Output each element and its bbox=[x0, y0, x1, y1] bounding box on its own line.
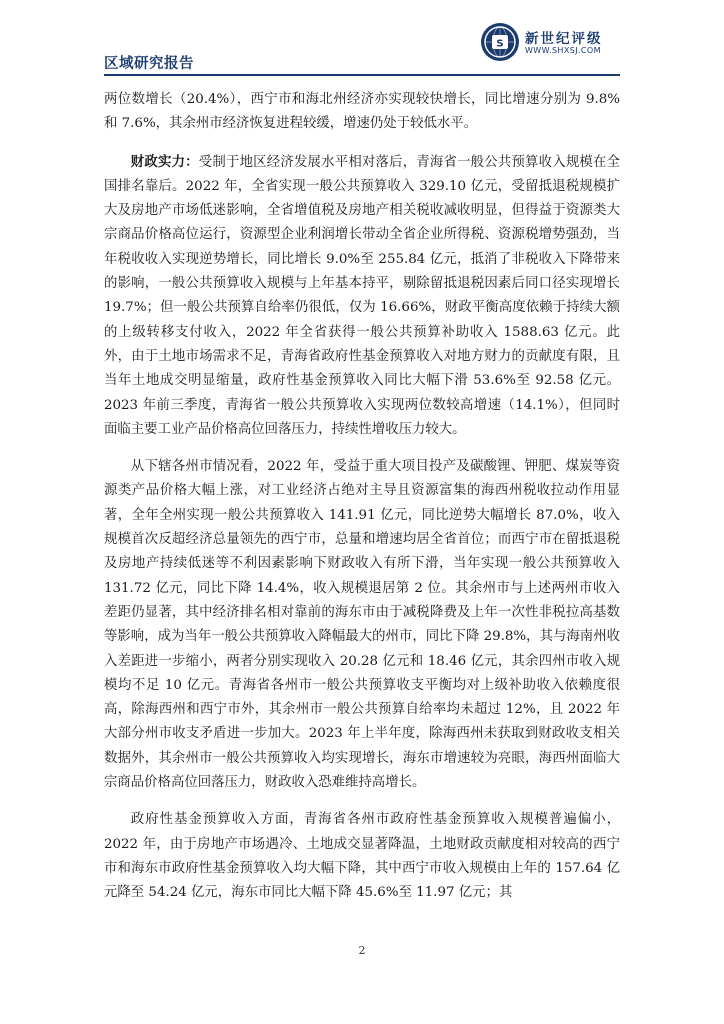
paragraph bbox=[104, 150, 620, 443]
paragraph bbox=[104, 88, 620, 137]
brand-logo bbox=[480, 22, 620, 62]
paragraph-text: 政府性基金预算收入方面，青海省各州市政府性基金预算收入规模普遍偏小，2022 年，由于房地产市场遇冷、土地成交显著降温，土地财政贡献度相对较高的西宁市和海东市政府性基金预算收入均大幅下降，其中西宁市收入规模由上年的 157.64 亿元降至 54.24 亿元，海东市同比大幅下降 45.6%至 11.97 亿元；其 bbox=[104, 812, 620, 901]
paragraph-lead: 财政实力： bbox=[130, 153, 199, 170]
paragraph bbox=[104, 455, 620, 795]
header-divider bbox=[104, 74, 620, 76]
paragraph-text: 从下辖各州市情况看，2022 年，受益于重大项目投产及碳酸锂、钾肥、煤炭等资源类产品价格大幅上涨，对工业经济占绝对主导且资源富集的海西州税收拉动作用显著，全年全州实现一般公共预算收入 141.91 亿元，同比逆势大幅增长 87.0%，收入规模首次反超经济总量领先的西宁市，总量和增速均居全省首位；而西宁市在留抵退税及房地产持续低迷等不利因素影响下财政收入有所下滑，当年实现一般公共预算收入 131.72 亿元，同比下降 14.4%，收入规模退居第 2 位。其余州市与上述两州市收入差距仍显著，其中经济排名相对靠前的海东市由于减税降费及上年一次性非税拉高基数等影响，成为当年一般公共预算收入降幅最大的州市，同比下降 29.8%，其与海南州收入差距进一步缩小，两者分别实现收入 20.28 亿元和 18.46 亿元，其余四州市收入规模均不足 10 亿元。青海省各州市一般公共预算收支平衡均对上级补助收入依赖度很高，除海西州和西宁市外，其余州市一般公共预算自给率均未超过 12%，且 2022 年大部分州市收支矛盾进一步加大。2023 年上半年度，除海西州未获取到财政收支相关数据外，其余州市一般公共预算收入均实现增长，海东市增速较为亮眼，海西州面临大宗商品价格高位回落压力，财政收入恐难维持高增长。 bbox=[104, 459, 620, 791]
paragraph-text: 两位数增长（20.4%），西宁市和海北州经济亦实现较快增长，同比增速分别为 9.8% 和 7.6%，其余州市经济恢复进程较缓，增速仍处于较低水平。 bbox=[104, 92, 620, 132]
logo-emblem-icon bbox=[480, 22, 520, 62]
page-number: 2 bbox=[358, 944, 366, 957]
report-body bbox=[104, 88, 620, 919]
paragraph-text: 受制于地区经济发展水平相对落后，青海省一般公共预算收入规模在全国排名靠后。2022 年，全省实现一般公共预算收入 329.10 亿元，受留抵退税规模扩大及房地产市场低迷影响，全省增值税及房地产相关税收减收明显，但得益于资源类大宗商品价格高位运行，资源型企业利润增长带动全省企业所得税、资源税增势强劲，当年税收收入实现逆势增长，同比增长 9.0%至 255.84 亿元，抵消了非税收入下降带来的影响，一般公共预算收入规模与上年基本持平，剔除留抵退税因素后同口径实现增长 19.7%；但一般公共预算自给率仍很低，仅为 16.66%，财政平衡高度依赖于持续大额的上级转移支付收入，2022 年全省获得一般公共预算补助收入 1588.63 亿元。此外，由于土地市场需求不足，青海省政府性基金预算收入对地方财力的贡献度有限，且当年土地成交明显缩量，政府性基金预算收入同比大幅下滑 53.6%至 92.58 亿元。2023 年前三季度，青海省一般公共预算收入实现两位数较高增速（14.1%），但同时面临主要工业产品价格高位回落压力，持续性增收压力较大。 bbox=[104, 154, 621, 437]
logo-url: WWW.SHXSJ.COM bbox=[525, 46, 601, 55]
paragraph bbox=[104, 808, 620, 905]
logo-name: 新世纪评级 bbox=[525, 31, 603, 47]
page-header bbox=[104, 22, 620, 74]
svg-text:S: S bbox=[496, 38, 504, 50]
header-title: 区域研究报告 bbox=[104, 56, 194, 72]
